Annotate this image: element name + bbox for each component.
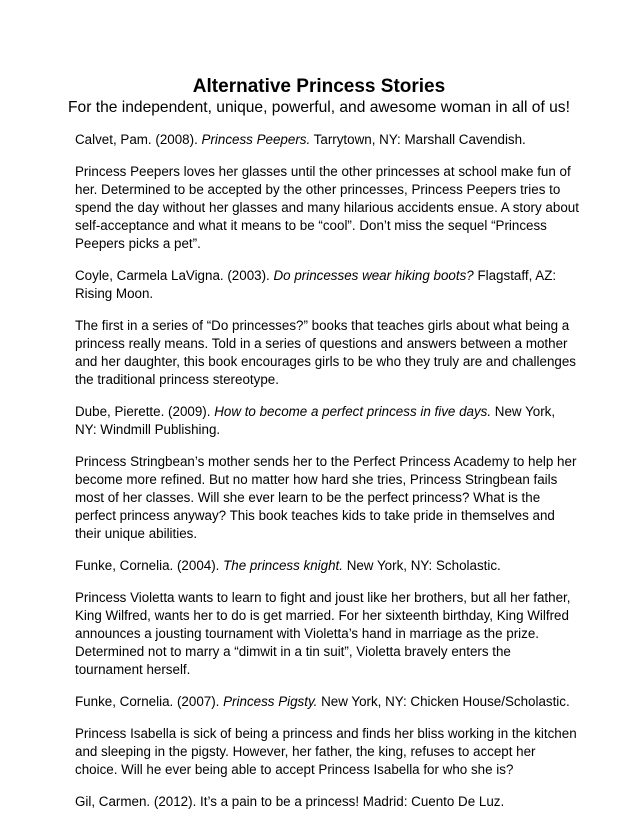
citation-calvet-2008 <box>75 131 580 149</box>
citation-publisher: New York, NY: Chicken House/Scholastic. <box>317 694 570 709</box>
document-title: Alternative Princess Stories <box>192 76 446 97</box>
description-coyle-2003: The first in a series of “Do princesses?” books that teaches girls about what being a princess really means. Told in a series of questions and answers between a mother and her daughter, this book encourages girls to be who they truly are and challenges the traditional princess stereotype. <box>75 318 576 387</box>
citation-publisher: New York, NY: Windmill Publishing. <box>75 404 556 437</box>
bibliography-list <box>75 131 580 825</box>
citation-book-title: Princess Peepers. <box>201 132 311 147</box>
citation-publisher: New York, NY: Scholastic. <box>342 558 501 573</box>
citation-publisher: Tarrytown, NY: Marshall Cavendish. <box>310 132 526 147</box>
citation-author-date: Coyle, Carmela LaVigna. (2003). <box>75 268 274 283</box>
citation-book-title: Princess Pigsty. <box>223 694 318 709</box>
citation-publisher: Flagstaff, AZ: Rising Moon. <box>75 268 557 301</box>
citation-author-date: Dube, Pierette. (2009). <box>75 404 215 419</box>
citation-author-date: Gil, Carmen. (2012). It’s a pain to be a princess! Madrid: Cuento De Luz. <box>75 794 505 809</box>
citation-book-title: The princess knight. <box>223 558 343 573</box>
citation-funke-2004 <box>75 557 580 575</box>
citation-book-title: How to become a perfect princess in five days. <box>214 404 492 419</box>
description-funke-2007: Princess Isabella is sick of being a princess and finds her bliss working in the kitchen and sleeping in the pigsty. However, her father, the king, refuses to accept her choice. Will he ever being able to accept Princess Isabella for who she is? <box>75 726 577 777</box>
description-calvet-2008: Princess Peepers loves her glasses until the other princesses at school make fun of her. Determined to be accepted by the other princesses, Princess Peepers tries to spend the day without her glasses and many hilarious accidents ensue. A story about self-acceptance and what it means to be “cool”. Don’t miss the sequel “Princess Peepers picks a pet”. <box>75 164 579 251</box>
citation-book-title: Do princesses wear hiking boots? <box>273 268 474 283</box>
citation-coyle-2003 <box>75 267 580 303</box>
citation-author-date: Funke, Cornelia. (2007). <box>75 694 224 709</box>
citation-dube-2009 <box>75 403 580 439</box>
citation-author-date: Calvet, Pam. (2008). <box>75 132 202 147</box>
citation-author-date: Funke, Cornelia. (2004). <box>75 558 224 573</box>
citation-gil-2012 <box>75 793 580 811</box>
description-funke-2004: Princess Violetta wants to learn to fight and joust like her brothers, but all her father, King Wilfred, wants her to do is get married. For her sixteenth birthday, King Wilfred announces a jousting tournament with Violetta’s hand in marriage as the prize. Determined not to marry a “dimwit in a tin suit”, Violetta bravely enters the tournament herself. <box>75 590 571 677</box>
citation-funke-2007 <box>75 693 580 711</box>
description-dube-2009: Princess Stringbean’s mother sends her to the Perfect Princess Academy to help her become more refined. But no matter how hard she tries, Princess Stringbean fails most of her classes. Will she ever learn to be the perfect princess? What is the perfect princess anyway? This book teaches kids to take pride in themselves and their unique abilities. <box>75 454 577 541</box>
document-subtitle: For the independent, unique, powerful, and awesome woman in all of us! <box>68 99 570 116</box>
